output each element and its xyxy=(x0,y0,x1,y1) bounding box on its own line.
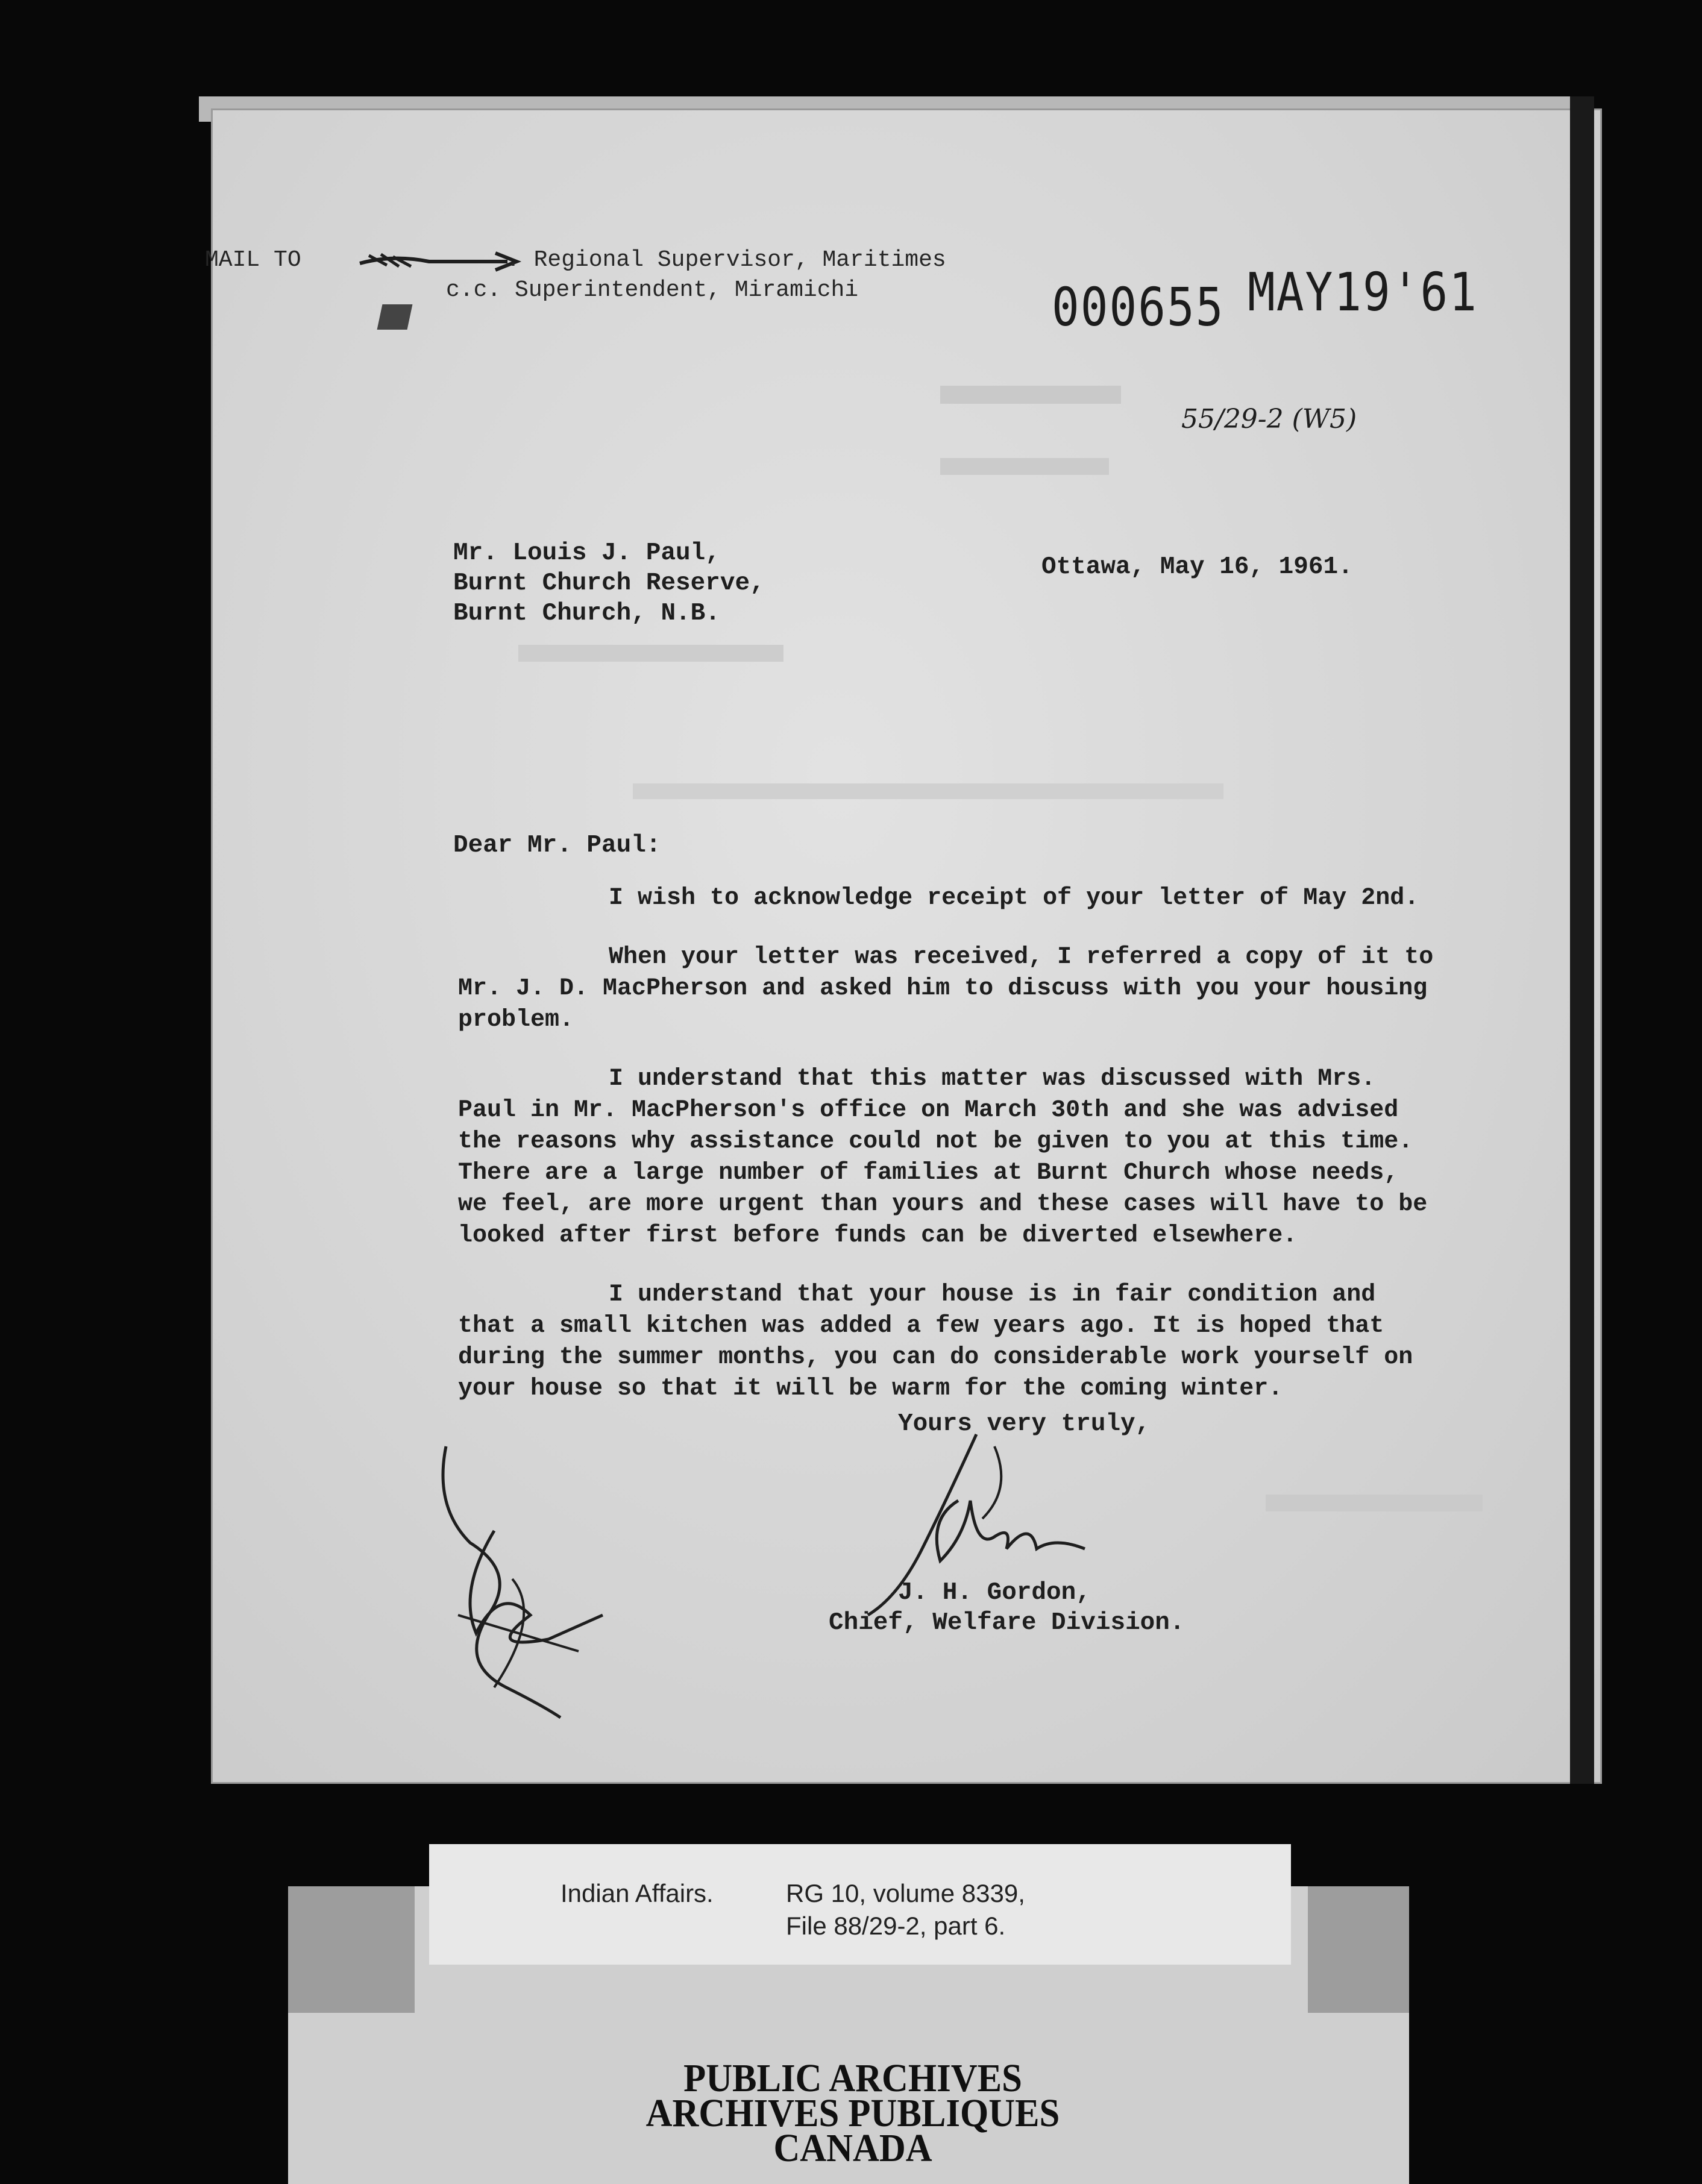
mount-left-tab xyxy=(288,1886,415,2013)
archives-line-2: ARCHIVES PUBLIQUES xyxy=(645,2091,1060,2135)
closing: Yours very truly, xyxy=(898,1410,1151,1438)
recipient-name: Mr. Louis J. Paul, xyxy=(453,539,720,567)
mail-to-label: MAIL TO xyxy=(205,247,301,273)
label-reference-2: File 88/29-2, part 6. xyxy=(786,1912,1006,1940)
arrow-mark xyxy=(357,248,526,278)
label-reference-1: RG 10, volume 8339, xyxy=(786,1879,1025,1907)
ink-blot xyxy=(377,304,413,330)
paragraph-4: I understand that your house is in fair condition and that a small kitchen was added a few years ago. It is hoped that during the summer months, you can do considerable work yourself on your house so that it will be warm for the coming winter. xyxy=(458,1281,1413,1402)
left-signature-mark xyxy=(422,1434,615,1724)
paragraph-1: I wish to acknowledge receipt of your letter of May 2nd. xyxy=(609,885,1419,912)
show-through-4 xyxy=(633,783,1223,799)
letter-body xyxy=(458,883,1434,1432)
signatory-name: J. H. Gordon, xyxy=(898,1579,1091,1607)
archive-reference-label xyxy=(429,1844,1291,1965)
page-right-edge xyxy=(1570,96,1594,1784)
routing-line-2: c.c. Superintendent, Miramichi xyxy=(446,277,859,303)
show-through-2 xyxy=(940,458,1109,475)
label-collection: Indian Affairs. xyxy=(561,1879,714,1907)
routing-line-1: . Regional Supervisor, Maritimes xyxy=(506,247,946,273)
show-through-3 xyxy=(518,645,783,662)
show-through-5 xyxy=(1266,1495,1483,1511)
archives-line-3: CANADA xyxy=(773,2126,932,2170)
received-stamp-date: MAY19'61 xyxy=(1248,261,1478,323)
paragraph-3: I understand that this matter was discussed with Mrs. Paul in Mr. MacPherson's office on March 30th and she was advised the reasons why assistance could not be given to you at this time. There are a large number of families at Burnt Church whose needs, we feel, are more urgent than yours and these cases will have to be looked after first before funds can be diverted elsewhere. xyxy=(458,1065,1428,1249)
show-through-1 xyxy=(940,386,1121,404)
archives-line-1: PUBLIC ARCHIVES xyxy=(683,2056,1022,2100)
letter-date: Ottawa, May 16, 1961. xyxy=(1041,553,1353,581)
mount-right-tab xyxy=(1308,1886,1409,2013)
salutation: Dear Mr. Paul: xyxy=(453,832,661,859)
recipient-address-1: Burnt Church Reserve, xyxy=(453,570,765,597)
recipient-address-2: Burnt Church, N.B. xyxy=(453,600,720,627)
file-reference: 55/29-2 (W5) xyxy=(1181,404,1357,435)
paragraph-2: When your letter was received, I referred a copy of it to Mr. J. D. MacPherson and asked him to discuss with you your housing problem. xyxy=(458,944,1434,1034)
signatory-title: Chief, Welfare Division. xyxy=(829,1609,1185,1637)
received-stamp-number: 000655 xyxy=(1052,276,1225,338)
